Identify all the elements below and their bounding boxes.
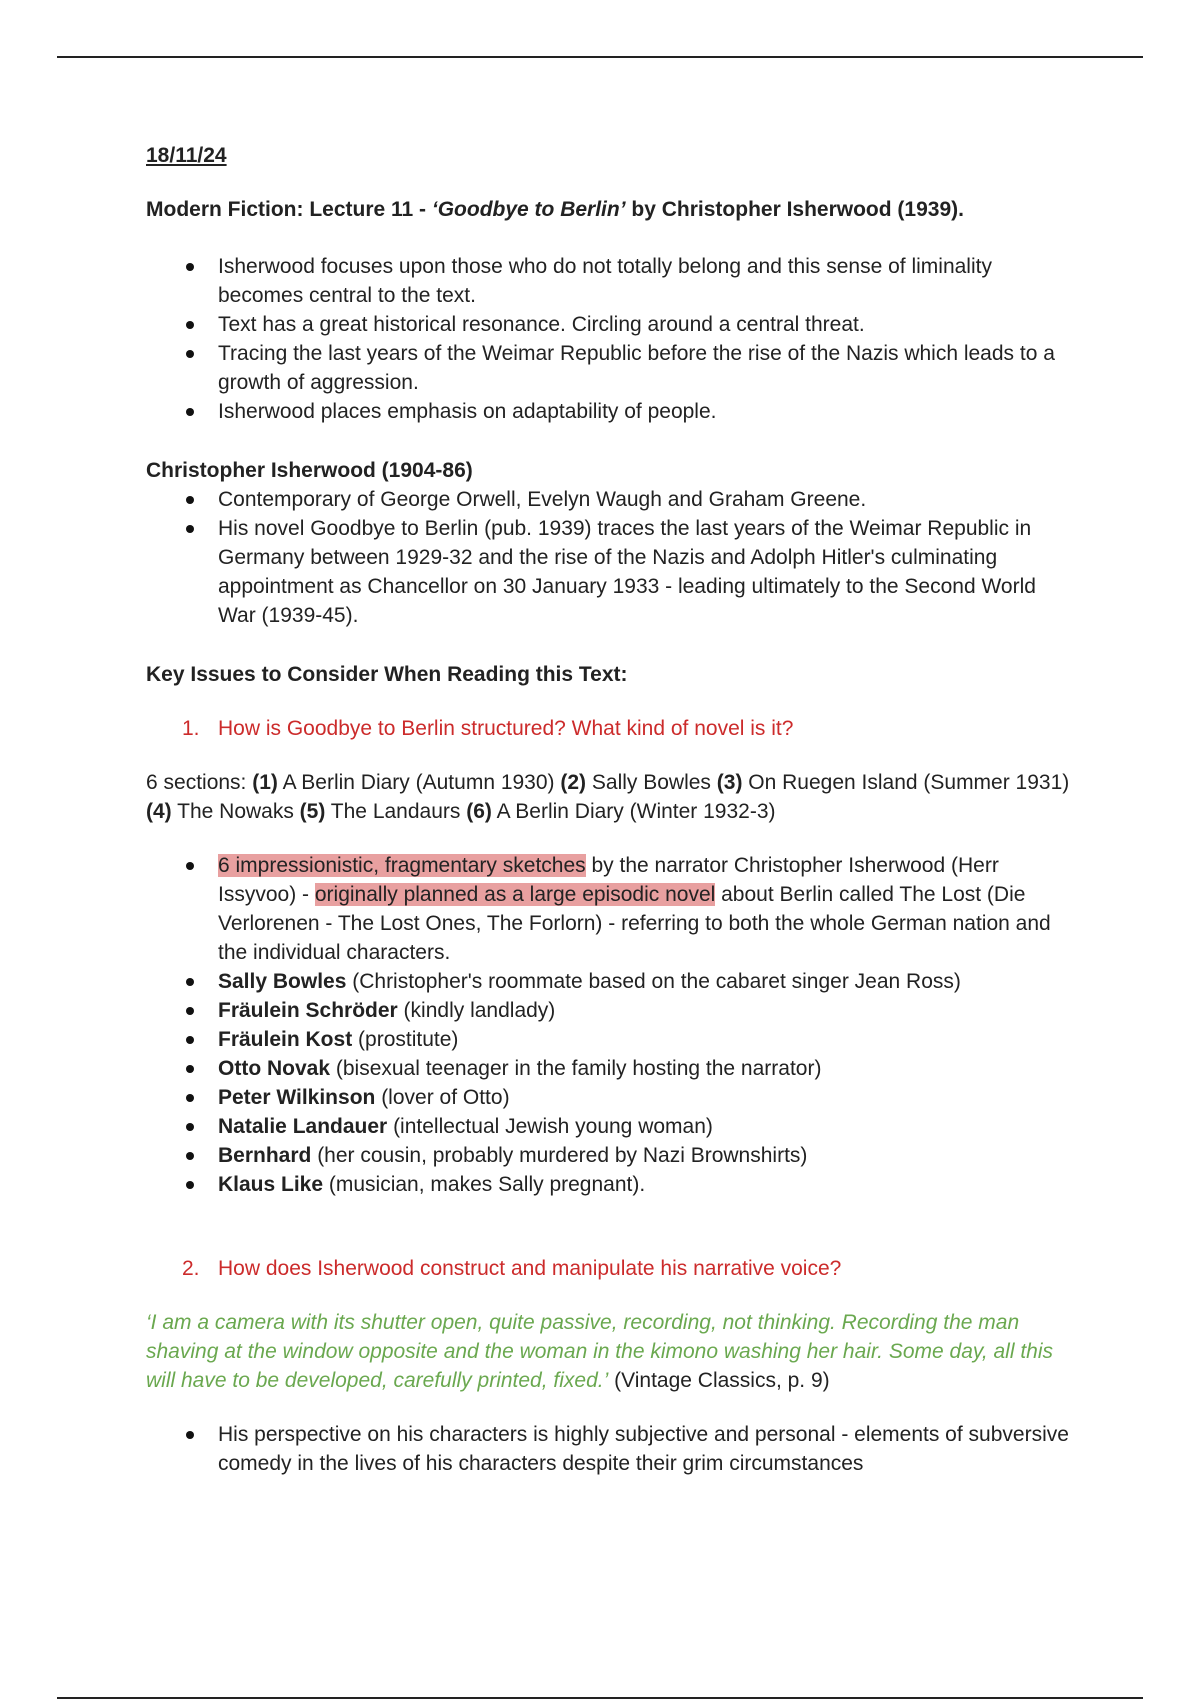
quote-paragraph [146,1308,1076,1395]
character-name: Fräulein Schröder [218,999,398,1022]
list-item: Klaus Like (musician, makes Sally pregnant). [146,1170,1076,1199]
lecture-title [146,195,1076,224]
list-item: Fräulein Schröder (kindly landlady) [146,996,1076,1025]
question-number: 2. [182,1257,200,1280]
character-name: Peter Wilkinson [218,1086,376,1109]
top-rule [57,56,1143,58]
final-bullet-list [146,1420,1076,1478]
character-name: Natalie Landauer [218,1115,388,1138]
intro-bullet-list [146,252,1076,426]
list-item: Isherwood focuses upon those who do not totally belong and this sense of liminality becomes central to the text. [146,252,1076,310]
list-item: His novel Goodbye to Berlin (pub. 1939) traces the last years of the Weimar Republic in Germany between 1929-32 and the rise of the Nazis and Adolph Hitler's culminating appointment as Chancellor on 30 January 1933 - leading ultimately to the Second World War (1939-45). [146,514,1076,630]
list-item: His perspective on his characters is highly subjective and personal - elements of subversive comedy in the lives of his characters despite their grim circumstances [146,1420,1076,1478]
list-item: Fräulein Kost (prostitute) [146,1025,1076,1054]
author-bullet-list [146,485,1076,630]
list-item: Isherwood places emphasis on adaptability of people. [146,397,1076,426]
title-suffix: by Christopher Isherwood (1939). [625,198,964,221]
question-2 [146,1254,1076,1283]
sections-paragraph: 6 sections: (1) A Berlin Diary (Autumn 1930) (2) Sally Bowles (3) On Ruegen Island (Summer 1931) (4) The Nowaks (5) The Landaurs (6) A Berlin Diary (Winter 1932-3) [146,771,1070,823]
question-text: How does Isherwood construct and manipulate his narrative voice? [218,1257,842,1280]
list-item: Natalie Landauer (intellectual Jewish young woman) [146,1112,1076,1141]
list-item: Otto Novak (bisexual teenager in the family hosting the narrator) [146,1054,1076,1083]
character-name: Bernhard [218,1144,312,1167]
character-name: Otto Novak [218,1057,331,1080]
bottom-rule [57,1697,1143,1699]
character-name: Sally Bowles [218,970,347,993]
lecture-date: 18/11/24 [146,144,227,167]
title-book: ‘Goodbye to Berlin’ [431,198,626,221]
highlighted-text: originally planned as a large episodic novel [314,883,716,906]
document-body [146,141,1076,1478]
question-text: How is Goodbye to Berlin structured? What kind of novel is it? [218,717,794,740]
list-item: Text has a great historical resonance. Circling around a central threat. [146,310,1076,339]
list-item: Sally Bowles (Christopher's roommate based on the cabaret singer Jean Ross) [146,967,1076,996]
character-name: Klaus Like [218,1173,324,1196]
title-prefix: Modern Fiction: Lecture 11 - [146,198,432,221]
characters-bullet-list [146,851,1076,1199]
author-heading: Christopher Isherwood (1904-86) [146,459,473,482]
key-issues-heading: Key Issues to Consider When Reading this Text: [146,663,628,686]
quote-citation: (Vintage Classics, p. 9) [608,1369,830,1392]
question-number: 1. [182,717,200,740]
quote-text: ‘I am a camera with its shutter open, quite passive, recording, not thinking. Recording the man shaving at the window opposite and the woman in the kimono washing her hair. Some day, all this will have to be developed, carefully printed, fixed.’ [146,1311,1054,1392]
character-name: Fräulein Kost [218,1028,353,1051]
list-item: Peter Wilkinson (lover of Otto) [146,1083,1076,1112]
list-item: 6 impressionistic, fragmentary sketches by the narrator Christopher Isherwood (Herr Issyvoo) - originally planned as a large episodic novel about Berlin called The Lost (Die Verlorenen - The Lost Ones, The Forlorn) - referring to both the whole German nation and the individual characters. [146,851,1076,967]
highlighted-text: 6 impressionistic, fragmentary sketches [218,854,586,877]
list-item: Bernhard (her cousin, probably murdered by Nazi Brownshirts) [146,1141,1076,1170]
list-item: Tracing the last years of the Weimar Republic before the rise of the Nazis which leads to a growth of aggression. [146,339,1076,397]
question-1 [146,714,1076,743]
list-item: Contemporary of George Orwell, Evelyn Waugh and Graham Greene. [146,485,1076,514]
